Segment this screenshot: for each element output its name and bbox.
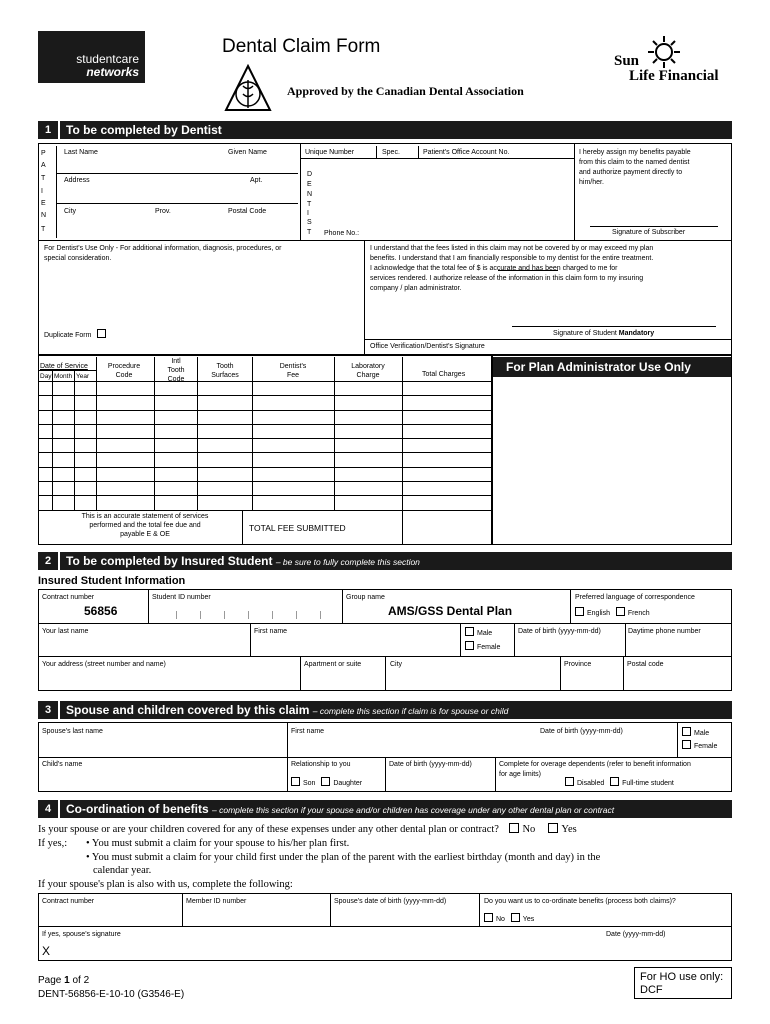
coordinate-yes-checkbox[interactable] <box>511 913 520 922</box>
spouse-dob-field[interactable] <box>334 907 476 925</box>
child-name-field[interactable] <box>42 770 284 788</box>
disabled-checkbox[interactable] <box>565 777 574 786</box>
first-name-field[interactable] <box>254 637 456 655</box>
spouse-female-option: Female <box>682 740 717 751</box>
postal-label: Postal Code <box>228 208 267 215</box>
unique-number-label: Unique Number <box>305 149 355 156</box>
duplicate-form-label: Duplicate Form <box>44 329 109 340</box>
col-intl-tooth: Intl Tooth Code <box>167 358 185 383</box>
relationship-label: Relationship to you <box>291 761 351 768</box>
plan-admin-title: For Plan Administrator Use Only <box>506 360 691 374</box>
son-checkbox[interactable] <box>291 777 300 786</box>
studentcare-logo <box>38 31 145 83</box>
male-checkbox[interactable] <box>465 627 474 636</box>
col-month: Month <box>54 373 73 380</box>
logo-top-text: studentcare <box>76 52 139 66</box>
date-label: Date (yyyy-mm-dd) <box>606 931 666 938</box>
sun-life-logo-icon <box>646 34 682 70</box>
city-label: City <box>64 208 77 215</box>
child-name-label: Child's name <box>42 761 83 768</box>
dentist-use-field[interactable] <box>42 266 360 322</box>
page-number: Page 1 of 2 <box>38 975 90 986</box>
given-name-label: Given Name <box>228 149 267 156</box>
city-field[interactable] <box>60 217 298 235</box>
last-name-field[interactable] <box>42 637 246 655</box>
female-option: Female <box>465 641 500 652</box>
dob-field[interactable] <box>518 637 622 655</box>
apt-field[interactable] <box>304 670 382 688</box>
dentist-info-field[interactable] <box>318 161 572 225</box>
duplicate-form-checkbox[interactable] <box>97 329 106 338</box>
section-3-header <box>38 701 732 719</box>
coordination-yes-checkbox[interactable] <box>548 823 558 833</box>
first-name-label: First name <box>254 628 288 635</box>
total-fee-submitted-label: TOTAL FEE SUBMITTED <box>249 523 346 533</box>
spouse-male-option: Male <box>682 727 709 738</box>
last-name-label: Last Name <box>64 149 98 156</box>
coordination-question: Is your spouse or are your children covered for any of these expenses under any other dental plan or contract? No Yes <box>38 824 577 835</box>
total-fee-submitted-field[interactable] <box>403 511 491 544</box>
daughter-checkbox[interactable] <box>321 777 330 786</box>
section-title: To be completed by Insured Student – be sure to fully complete this section <box>66 554 420 568</box>
section-number: 1 <box>38 121 60 139</box>
subscriber-signature-label: Signature of Subscriber <box>612 229 686 236</box>
phone-label: Phone No.: <box>324 230 360 237</box>
coordinate-no-checkbox[interactable] <box>484 913 493 922</box>
insured-student-heading: Insured Student Information <box>38 575 186 587</box>
ho-use-label: For HO use only: <box>640 971 724 983</box>
form-code: DENT-56856-E-10-10 (G3546-E) <box>38 989 185 1000</box>
ho-dcf-label: DCF <box>640 984 663 996</box>
male-option: Male <box>465 627 492 638</box>
section-2-header <box>38 552 732 570</box>
approved-text: Approved by the Canadian Dental Association <box>287 84 524 98</box>
form-title: Dental Claim Form <box>222 36 381 57</box>
spouse-male-checkbox[interactable] <box>682 727 691 736</box>
french-checkbox[interactable] <box>616 607 625 616</box>
spouse-female-checkbox[interactable] <box>682 740 691 749</box>
bullet-2: • You must submit a claim for your child first under the plan of the parent with the earliest birthday (month and day) in the <box>86 852 601 863</box>
student-signature-field[interactable] <box>512 306 716 326</box>
office-account-label: Patient's Office Account No. <box>423 149 510 156</box>
address-field[interactable] <box>60 186 298 202</box>
col-year: Year <box>76 373 90 380</box>
col-procedure: Procedure Code <box>107 363 141 379</box>
section-number: 2 <box>38 552 60 570</box>
coordination-no-checkbox[interactable] <box>509 823 519 833</box>
member-id-field[interactable] <box>186 907 326 925</box>
apt-label: Apt. <box>250 177 263 184</box>
office-verification-label: Office Verification/Dentist's Signature <box>370 343 485 350</box>
subscriber-signature-field[interactable] <box>590 204 718 226</box>
spouse-signature-field[interactable] <box>56 941 596 959</box>
spouse-contract-label: Contract number <box>42 898 95 905</box>
section-title: Co-ordination of benefits – complete this section if your spouse and/or children has coverage under any other dental plan or contract <box>66 802 615 816</box>
cda-emblem-icon <box>224 64 272 114</box>
child-dob-field[interactable] <box>389 770 493 788</box>
spouse-signature-label: If yes, spouse's signature <box>42 931 121 938</box>
postal-field[interactable] <box>627 670 727 688</box>
spouse-last-name-field[interactable] <box>42 737 284 755</box>
spouse-last-name-label: Spouse's last name <box>42 728 103 735</box>
spouse-first-name-label: First name <box>291 728 325 735</box>
student-id-ticks <box>176 611 326 619</box>
relationship-options: Son Daughter <box>291 777 362 788</box>
col-day: Day <box>40 373 52 380</box>
also-with-us: If your spouse's plan is also with us, complete the following: <box>38 879 293 890</box>
accurate-statement: This is an accurate statement of services performed and the total fee due and payable E & OE <box>81 513 209 538</box>
coordinate-options: No Yes <box>484 913 534 924</box>
overage-options: Disabled Full-time student <box>565 777 674 788</box>
fulltime-checkbox[interactable] <box>610 777 619 786</box>
section-title: To be completed by Dentist <box>66 123 222 137</box>
service-rows-field[interactable] <box>39 382 491 510</box>
section-title: Spouse and children covered by this claim – complete this section if claim is for spouse or child <box>66 703 509 717</box>
brand-sun: Sun <box>614 53 640 69</box>
city-label: City <box>390 661 403 668</box>
section-number: 3 <box>38 701 60 719</box>
signature-x-mark: X <box>42 944 51 958</box>
address-field[interactable] <box>42 670 296 688</box>
spec-label: Spec. <box>382 149 400 156</box>
if-yes-label: If yes,: <box>38 838 68 849</box>
contract-number-value[interactable]: 56856 <box>84 604 118 618</box>
brand-life-financial: Life Financial <box>629 68 719 84</box>
logo-bottom-text: networks <box>86 65 139 79</box>
col-surfaces: Tooth Surfaces <box>211 363 239 379</box>
section-4-header <box>38 800 732 818</box>
section-number: 4 <box>38 800 60 818</box>
english-checkbox[interactable] <box>575 607 584 616</box>
ho-use-box <box>634 967 732 999</box>
coordinate-label: Do you want us to co-ordinate benefits (process both claims)? <box>484 898 676 905</box>
bullet-2-continued: calendar year. <box>93 865 152 876</box>
bullet-1: • You must submit a claim for your spouse to his/her plan first. <box>86 838 350 849</box>
spouse-dob-label: Date of birth (yyyy-mm-dd) <box>540 728 623 735</box>
col-total-charges: Total Charges <box>422 371 466 378</box>
child-dob-label: Date of birth (yyyy-mm-dd) <box>389 761 472 768</box>
section-1-header <box>38 121 732 139</box>
phone-field[interactable] <box>628 637 728 655</box>
language-label: Preferred language of correspondence <box>575 594 695 601</box>
province-field[interactable] <box>564 670 620 688</box>
spouse-dob-label: Spouse's date of birth (yyyy-mm-dd) <box>334 898 447 905</box>
group-name-label: Group name <box>346 594 385 601</box>
province-label: Province <box>564 661 592 668</box>
address-label: Address <box>64 177 90 184</box>
language-options: English French <box>575 607 650 618</box>
city-field[interactable] <box>390 670 556 688</box>
spouse-first-name-field[interactable] <box>291 737 531 755</box>
prov-label: Prov. <box>155 208 171 215</box>
date-field[interactable] <box>606 940 728 958</box>
contract-number-label: Contract number <box>42 594 95 601</box>
female-checkbox[interactable] <box>465 641 474 650</box>
plan-admin-box <box>492 355 732 545</box>
spouse-dob-field[interactable] <box>540 737 674 755</box>
last-name-field[interactable] <box>60 157 298 173</box>
group-name-value: AMS/GSS Dental Plan <box>388 604 513 618</box>
col-dentist-fee: Dentist's Fee <box>279 363 307 379</box>
phone-label: Daytime phone number <box>628 628 701 635</box>
last-name-label: Your last name <box>42 628 89 635</box>
member-id-label: Member ID number <box>186 898 247 905</box>
spouse-contract-field[interactable] <box>42 907 178 925</box>
col-lab: Laboratory Charge <box>351 363 385 379</box>
postal-label: Postal code <box>627 661 664 668</box>
address-label: Your address (street number and name) <box>42 661 166 668</box>
apt-label: Apartment or suite <box>304 661 362 668</box>
dob-label: Date of birth (yyyy-mm-dd) <box>518 628 601 635</box>
student-id-label: Student ID number <box>152 594 211 601</box>
student-signature-label: Signature of Student Mandatory <box>553 330 655 337</box>
col-date-of-service: Date of Service <box>40 363 88 370</box>
total-fee-field[interactable] <box>498 262 558 270</box>
